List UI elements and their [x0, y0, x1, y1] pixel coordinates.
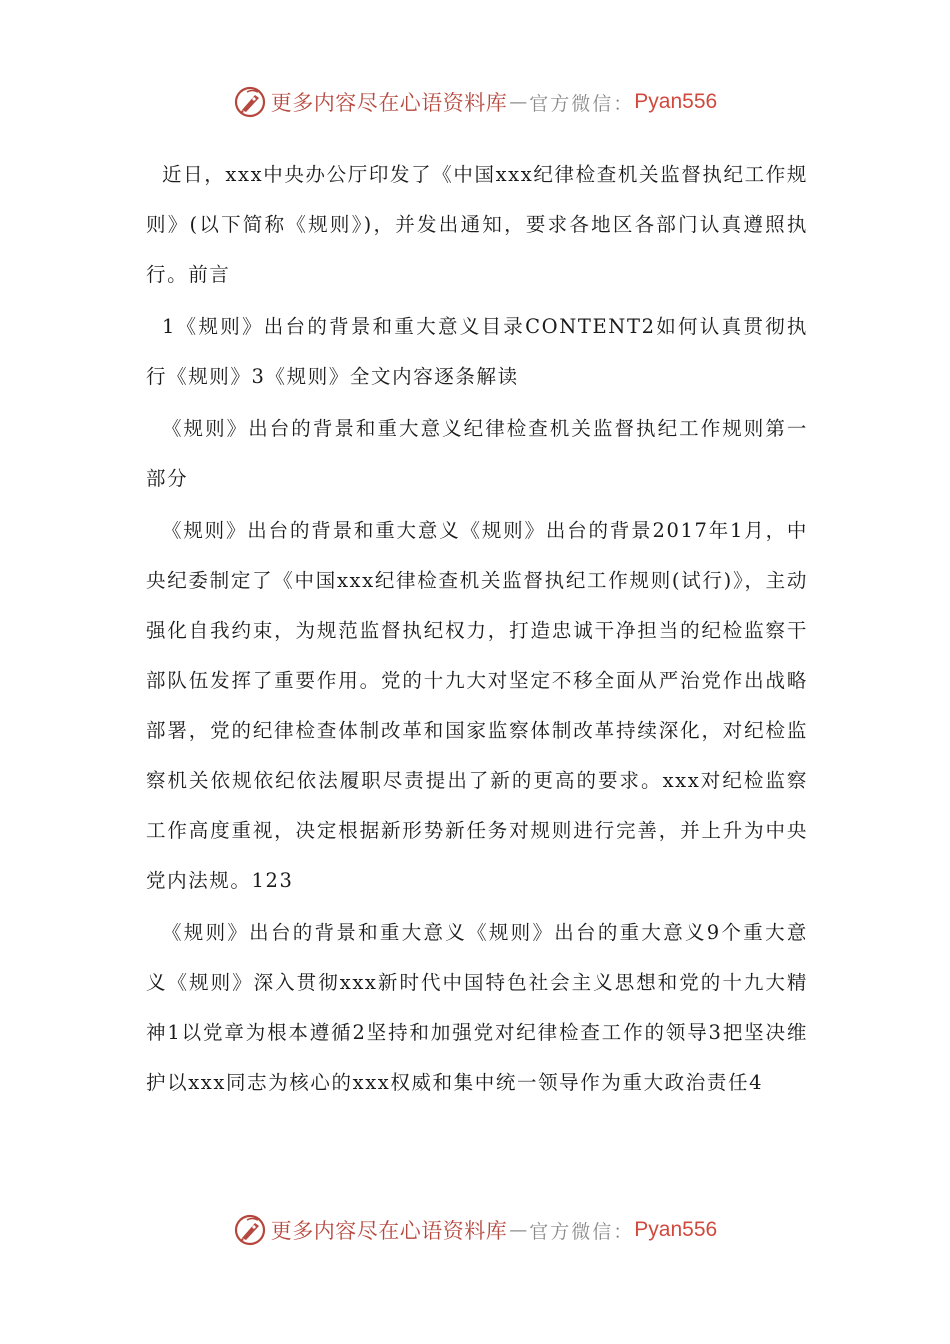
- paragraph-part-one: 《规则》出台的背景和重大意义纪律检查机关监督执纪工作规则第一部分: [146, 417, 808, 490]
- footer-banner: [0, 1208, 950, 1252]
- paragraph-contents: 1《规则》出台的背景和重大意义目录CONTENT2如何认真贯彻执行《规则》3《规则》全文内容逐条解读: [146, 315, 808, 388]
- footer-wechat-account: Pyan556: [634, 1218, 718, 1241]
- footer-brand-text: 更多内容尽在心语资料库: [270, 1219, 508, 1243]
- document-body: [146, 150, 808, 1110]
- header-banner: [0, 80, 950, 124]
- header-brand-text: 更多内容尽在心语资料库: [270, 91, 508, 115]
- header-wechat-account: Pyan556: [634, 90, 718, 113]
- pen-nib-logo-icon: [233, 85, 267, 119]
- header-wechat-label: 官方微信：: [529, 92, 635, 115]
- header-dash: —: [509, 91, 528, 113]
- footer-wechat-label: 官方微信：: [529, 1220, 635, 1243]
- paragraph-significance: 《规则》出台的背景和重大意义《规则》出台的重大意义9个重大意义《规则》深入贯彻xxx新时代中国特色社会主义思想和党的十九大精神1以党章为根本遵循2坚持和加强党对纪律检查工作的领导3把坚决维护以xxx同志为核心的xxx权威和集中统一领导作为重大政治责任4: [146, 921, 808, 1094]
- paragraph-background: 《规则》出台的背景和重大意义《规则》出台的背景2017年1月，中央纪委制定了《中国xxx纪律检查机关监督执纪工作规则(试行)》，主动强化自我约束，为规范监督执纪权力，打造忠诚干净担当的纪检监察干部队伍发挥了重要作用。党的十九大对坚定不移全面从严治党作出战略部署，党的纪律检查体制改革和国家监察体制改革持续深化，对纪检监察机关依规依纪依法履职尽责提出了新的更高的要求。xxx对纪检监察工作高度重视，决定根据新形势新任务对规则进行完善，并上升为中央党内法规。123: [146, 519, 808, 892]
- pen-nib-logo-icon: [233, 1213, 267, 1247]
- footer-dash: —: [509, 1219, 528, 1241]
- paragraph-intro: 近日，xxx中央办公厅印发了《中国xxx纪律检查机关监督执纪工作规则》(以下简称《规则》)，并发出通知，要求各地区各部门认真遵照执行。前言: [146, 163, 808, 286]
